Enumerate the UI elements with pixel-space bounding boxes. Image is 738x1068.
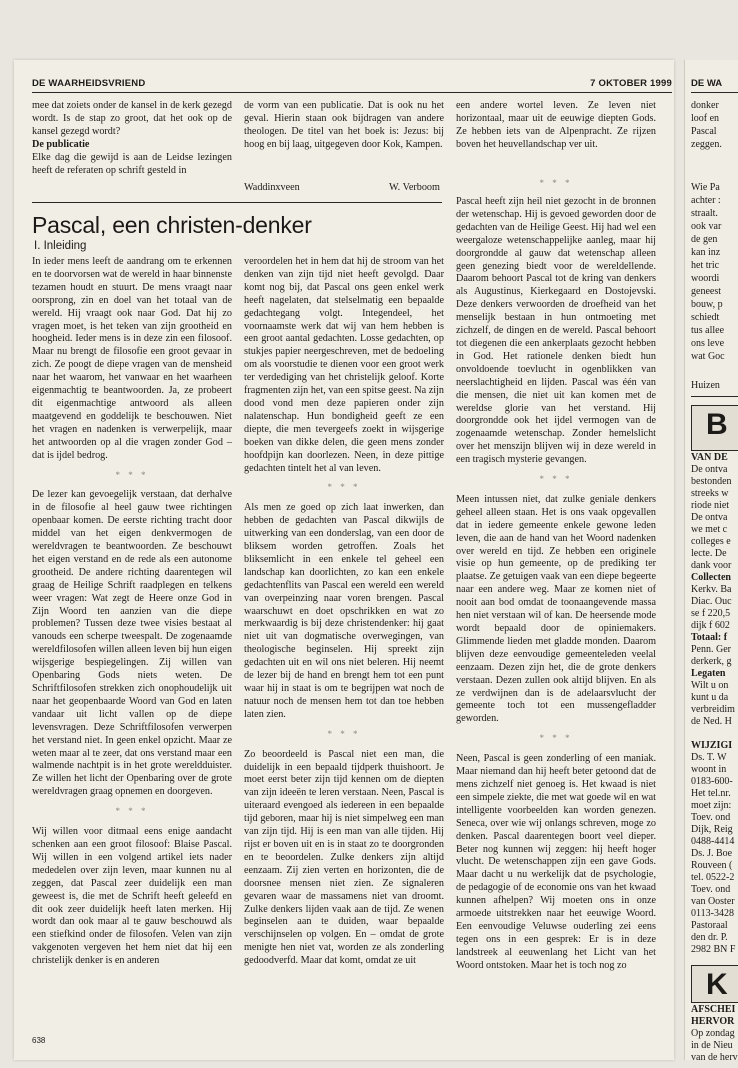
- paragraph: Neen, Pascal is geen zonderling of een maniak. Maar niemand dan hij heeft beter getoond dat de mens zichzelf niet genoeg is. Het kwaad is niet een simpele ziekte, die met wat goede wil en wat intelligente voorbeelden kan worden genezen. Seneca, over wie wij onlangs schreven, moge zo denken. Pascal daarentegen boort veel dieper. Beter nog kunnen wij zeggen: hij heeft hoger vlucht. De wetenschappen zijn een gave Gods. Maar dacht u nu werkelijk dat de psychologie, de pedagogie of de economie ons van het kwaad kunnen afhelpen? Wij moeten ons in onze armoede uitstrekken naar het eeuwige Woord. Een eenvoudige Veluwse ouderling zei eens tegen ons in een gesprek: Er is in deze landstreek al eeuwenlang het Licht van het Woord ontstoken. Maar het is toch nog zo: [456, 753, 656, 971]
- text-line: van de herv: [691, 1052, 738, 1060]
- text-line: Diac. Ouc: [691, 596, 732, 607]
- text-line: Het tel.nr.: [691, 788, 731, 799]
- text-line: Wie Pa: [691, 182, 720, 193]
- text-line: moet zijn:: [691, 800, 732, 811]
- separator-stars: * * *: [115, 469, 149, 480]
- text-line: kunt u da: [691, 692, 729, 703]
- text-line: Pastoraal: [691, 920, 728, 931]
- publication-name: DE WAARHEIDSVRIEND: [32, 78, 146, 89]
- text-line: achter :: [691, 195, 721, 206]
- section-letter: K: [706, 968, 728, 1001]
- text-line: WIJZIGI: [691, 740, 733, 751]
- article-subtitle: I. Inleiding: [34, 240, 87, 252]
- paragraph: Pascal heeft zijn heil niet gezocht in de bronnen der wetenschap. Hij is gevoed geworden door de gedachten van de Heilige Geest. Hij had wel een weergaloze wetenschappelijke aanleg, maar hij doorgrondde al gauw dat wetenschap alleen geen genezing biedt voor de wereldellende. Daarom behoort Pascal tot de kring van denkers als Augustinus, Kierkegaard en Dostojevski. Deze denkers verwoorden de droefheid van het menselijk bestaan in hun ontmoeting met zichzelf, de dingen en de wereld. Pascal behoort tot diegenen die een ankerplaats gezocht hebben in God. Het rationele denken biedt hun onvoldoende toevlucht in ogenblikken van neerslachtigheid en lijden. Pascal was één van die mensen, die niet uit kan komen met de wereldse glorie van het verstand. Hij doorgrondde ook het ijdel vermogen van de zogenaamde wetenschap. Zonder hemelslicht over het menszijn blijven wij in deze wereld in een tragisch mysterie gevangen.: [456, 196, 656, 466]
- paragraph: Als men ze goed op zich laat inwerken, dan hebben de gedachten van Pascal dikwijls de uitwerking van een donderslag, van een door de bliksem worden getroffen. Zoals het bliksemlicht in een enkele tel geheel een landschap kan doorlichten, zo kan een enkele gedachtenflits van Pascal een wereld een wereld van overpeinzing naar voren brengen. Pascal waarschuwt en doet opschrikken en wat zo merkwaardig is bij deze christendenker: hij gaat niet uit van dogmatische overwegingen, van theologische beginselen. Hij spreekt zijn gedachten uit en wil ons niet beleren. Hij neemt de lezer bij de hand en brengt hem tot een punt waar hij in staat is om te begrijpen wat noch de natuur noch de mensen hem tot dan toe hebben laten zien.: [244, 502, 444, 720]
- text-line: in de Nieu: [691, 1040, 733, 1051]
- section-rule: [691, 396, 738, 397]
- paragraph: Wij willen voor ditmaal eens enige aandacht schenken aan een groot filosoof: Blaise Pascal. Wij willen in een volgend artikel iets nader mededelen over zijn leven, maar kunnen nu al zeggen, dat Pascal zeer duidelijk een man geweest is, die met de Schrift heeft geleefd en dit ook zeer duidelijk heeft laten merken. Hij wordt dan ook maar al te gauw beschouwd als een stiefkind onder de filosofen. Velen van zijn vakgenoten vergeven het hem niet dat hij een christelijk denker is en anderen: [32, 826, 232, 967]
- text-line: Toev. ond: [691, 812, 731, 823]
- text-line: den dr. P.: [691, 932, 728, 943]
- text-line: Dijk, Reig: [691, 824, 733, 835]
- text-line: colleges e: [691, 536, 731, 547]
- text-line: het tric: [691, 260, 720, 271]
- text-line: ook var: [691, 221, 722, 232]
- text-line: Op zondag: [691, 1028, 735, 1039]
- text-line: HERVOR: [691, 1016, 735, 1027]
- adjacent-page: [684, 60, 738, 1060]
- separator-stars: * * *: [539, 178, 573, 188]
- text-line: ons leve: [691, 338, 725, 349]
- section-letter: B: [706, 408, 728, 441]
- text-line: bestonden: [691, 476, 732, 487]
- adjacent-running-header: DE WA: [691, 78, 723, 89]
- paragraph: In ieder mens leeft de aandrang om te erkennen en te doorvorsen wat de wereld in haar binnenste tezamen houdt en stuurt. De mens vraagt naar oorsprong, zin en doel van het totaal van de wereld. Hij vraagt ook naar God. Dat hij zo vragen moet, is het teken van zijn grootheid en hoogheid. Ieder mens is in deze zin een filosoof. Maar nu brengt de filosofie een groot gevaar in zich. Ze poogt de diepe vragen van de mensheid naar het waarom, het vanwaar en het waarheen eigenmachtig te beantwoorden. Ja, ze probeert dit eigenmachtige antwoord als alleen maatgevend en goddelijk te beschouwen. Niet het vragen en nadenken is verwerpelijk, maar het antwoorden op al die vragen zonder God – dat is ijdel bedrog.: [32, 256, 232, 461]
- text-line: wat Goc: [691, 351, 725, 362]
- text-line: verbreidim: [691, 704, 735, 715]
- text-line: Legaten: [691, 668, 726, 679]
- separator-stars: * * *: [539, 474, 573, 485]
- text-line: van Ooster: [691, 896, 735, 907]
- text-line: bouw, p: [691, 299, 723, 310]
- text-line: woordi: [691, 273, 720, 284]
- continued-paragraph: de vorm van een publicatie. Dat is ook nu het geval. Hierin staan ook bijdragen van andere theologen. De titel van het boek is: Jezus: bij hoog en bij laag, uitgegeven door Kok, Kampen.: [244, 100, 444, 150]
- text-line: De ontva: [691, 464, 728, 475]
- text-line: geneest: [691, 286, 721, 297]
- text-line: Ds. T. W: [691, 752, 727, 763]
- text-line: AFSCHEI: [691, 1004, 736, 1015]
- text-line: we met c: [691, 524, 728, 535]
- text-line: streeks w: [691, 488, 729, 499]
- text-line: de gen: [691, 234, 718, 245]
- text-line: derkerk, g: [691, 656, 732, 667]
- text-line: kan inz: [691, 247, 721, 258]
- paragraph: Elke dag die gewijd is aan de Leidse lezingen heeft de referaten op schrift gesteld in: [32, 151, 232, 176]
- separator-stars: * * *: [539, 733, 573, 744]
- signature-place: Huizen: [691, 380, 720, 391]
- paragraph: veroordelen het in hem dat hij de stroom van het denken van zijn tijd niet heeft gevolgd. Daar komt nog bij, dat Pascal ons geen enkel werk heeft nagelaten, dat stelselmatig een bepaalde gedachtegang volgt. Integendeel, het voornaamste werk dat wij van hem hebben is een groot aantal gedachten. Losse gedachten, op stukjes papier neergeschreven, met de bedoeling om als voorstudie te dienen voor een groot werk ter verdediging van het christelijk geloof. Korte fragmenten zijn het, van een spitse geest. Na zijn dood vond men deze papieren onder zijn nalatenschap. Hun bondigheid geeft ze een diepte, die men tevergeefs zoekt in wijsgerige boeken van dikke delen, die geen mens zonder hoofdpijn kan doorlezen. Neen, in deze pittige gedachten tintelt het al van leven.: [244, 256, 444, 474]
- paragraph: Meen intussen niet, dat zulke geniale denkers geheel alleen staan. Het is ons vaak opgevallen dat in iedere gemeente enkele gewone leden leven, die aan de hand van het Woord nadenken over wereld en tijd. Ze hebben een originele visie op hun gemeente, op de prediking ter plaatse. Ze getuigen vaak van een diepe begeerte naar een andere weg. Maar ze komen niet of nooit aan bod omdat de toonaangevende massa hen niet verstaan wil of kan. De heersende mode wordt bepaald door de opiniemakers. Glimmende lieden met gladde monden. Daarom blijven deze eenvoudige gemeenteleden veelal eenzaam. Dezen zijn het, die de grote denkers verstaan. Dezen zullen ook altijd blijven. En als ze verdwijnen dan is de adelaarsvlucht der gemeente toch tot een mussengefladder geworden.: [456, 493, 656, 725]
- text-line: Pascal: [691, 126, 717, 137]
- top-column-1: [32, 100, 232, 200]
- text-line: Kerkv. Ba: [691, 584, 732, 595]
- text-line: dijk f 602: [691, 620, 730, 631]
- article-column-2: [244, 256, 444, 1026]
- article-title: Pascal, een christen-denker: [32, 212, 312, 238]
- top-column-2: [244, 100, 444, 180]
- article-column-3: [456, 196, 656, 1026]
- page-number: 638: [32, 1036, 46, 1045]
- paragraph: De lezer kan gevoegelijk verstaan, dat derhalve in de filosofie al heel gauw twee richtingen openbaar komen. De eerste richting tracht door middel van het eigen denkvermogen de wereldvragen te beantwoorden. Ze beschouwt het eigen verstand en de rede als een autonome grootheid. De andere richting daarentegen wil graag de Heilige Schrift raadplegen en telkens weer vragen: Wat zegt de Heere onze God in Zijn Woord ten aanzien van die diepe problemen? Tussen deze twee visies bestaat al vanouds een scherpe tweespalt. De zogenaamde wereldfilosofen willen alleen leven bij hun eigen wijsgerige bespiegelingen. Zij willen van Openbaring Gods niets weten. De Schriftfilosofen strekken zich onophoudelijk uit naar het geopenbaarde Woord van God en laten vandaar uit licht vallen op de diepe levensvragen. Deze Schriftfilosofen verwerpen het verstand niet. In geen enkel opzicht. Maar ze weten maar al te zeer, dat ons verstand maar een walmende nachtpit is in het grote wereldduister. Ze willen het licht der Openbaring over de grote wereldvragen graag opnemen en doorgeven.: [32, 489, 232, 798]
- text-line: riode niet: [691, 500, 730, 511]
- text-line: Ds. J. Boe: [691, 848, 733, 859]
- article-divider: [32, 202, 442, 203]
- top-column-3: [456, 100, 656, 180]
- section-letter-box: [691, 965, 738, 1003]
- text-line: de Ned. H: [691, 716, 732, 727]
- text-line: loof en: [691, 113, 720, 124]
- text-line: VAN DE: [691, 452, 728, 463]
- signature-author: W. Verboom: [389, 182, 440, 193]
- section-subhead: De publicatie: [32, 138, 90, 150]
- text-line: 0183-600-: [691, 776, 733, 787]
- text-line: tel. 0522-2: [691, 872, 735, 883]
- signature-place: Waddinxveen: [244, 182, 300, 193]
- text-line: tus allee: [691, 325, 725, 336]
- header-rule: [691, 92, 738, 93]
- text-line: zeggen.: [691, 139, 722, 150]
- running-header: [32, 78, 672, 93]
- text-line: 0488-4414: [691, 836, 735, 847]
- continued-paragraph: mee dat zoiets onder de kansel in de kerk gezegd wordt. Is de stap zo groot, dat het ook op de kansel gezegd wordt?: [32, 100, 232, 137]
- text-line: Totaal: f: [691, 632, 728, 643]
- text-line: woont in: [691, 764, 727, 775]
- issue-date: 7 OKTOBER 1999: [590, 78, 672, 89]
- text-line: dank voor: [691, 560, 732, 571]
- text-line: straalt.: [691, 208, 718, 219]
- newspaper-page: [14, 60, 674, 1060]
- separator-stars: * * *: [327, 728, 361, 739]
- text-line: Rouveen (: [691, 860, 733, 871]
- separator-stars: * * *: [327, 482, 361, 493]
- text-line: lecte. De: [691, 548, 727, 559]
- text-line: 2982 BN F: [691, 944, 736, 955]
- article-column-1: [32, 256, 232, 1026]
- section-letter-box: [691, 405, 738, 451]
- continued-paragraph: een andere wortel leven. Ze leven niet horizontaal, maar uit de eeuwige diepten Gods. Ze hebben iets van de Alpenpracht. Ze rijzen boven het heuvellandschap ver uit.: [456, 100, 656, 150]
- text-line: 0113-3428: [691, 908, 734, 919]
- text-line: se f 220,5: [691, 608, 731, 619]
- text-line: Collecten: [691, 572, 731, 583]
- text-line: Wilt u on: [691, 680, 729, 691]
- text-line: schiedt: [691, 312, 720, 323]
- paragraph: Zo beoordeeld is Pascal niet een man, die duidelijk in een bepaald tijdperk thuishoort. Je moet eerst beter zijn tijd kennen om de diepten van zijn ideeën te leren verstaan. Neen, Pascal is uiteraard evengoed als iedereen in een bepaalde tijd geboren, maar hij is niet simpelweg een man van zijn tijd. Hij is een man van alle tijden. Hij rijst er boven uit en is in staat zo te doorgronden en te beoordelen. Zulke denkers zijn altijd eenzaam. Zij zien verten en horizonten, die de doorsnee mensen niet zien. Ze signaleren gevaren waar de massamens niet van droomt. Zulke denkers lijden vaak aan de tijd. Ze wenen beginselen aan te duiden, waar bepaalde verschijnselen op volgen. En – omdat de grote menigte hen niet vat, worden ze als zonderling gedoodverfd. Maar dat komt, omdat ze uit: [244, 748, 444, 967]
- separator-stars: * * *: [115, 806, 149, 817]
- text-line: Penn. Ger: [691, 644, 731, 655]
- text-line: donker: [691, 100, 719, 111]
- text-line: De ontva: [691, 512, 728, 523]
- text-line: Toev. ond: [691, 884, 731, 895]
